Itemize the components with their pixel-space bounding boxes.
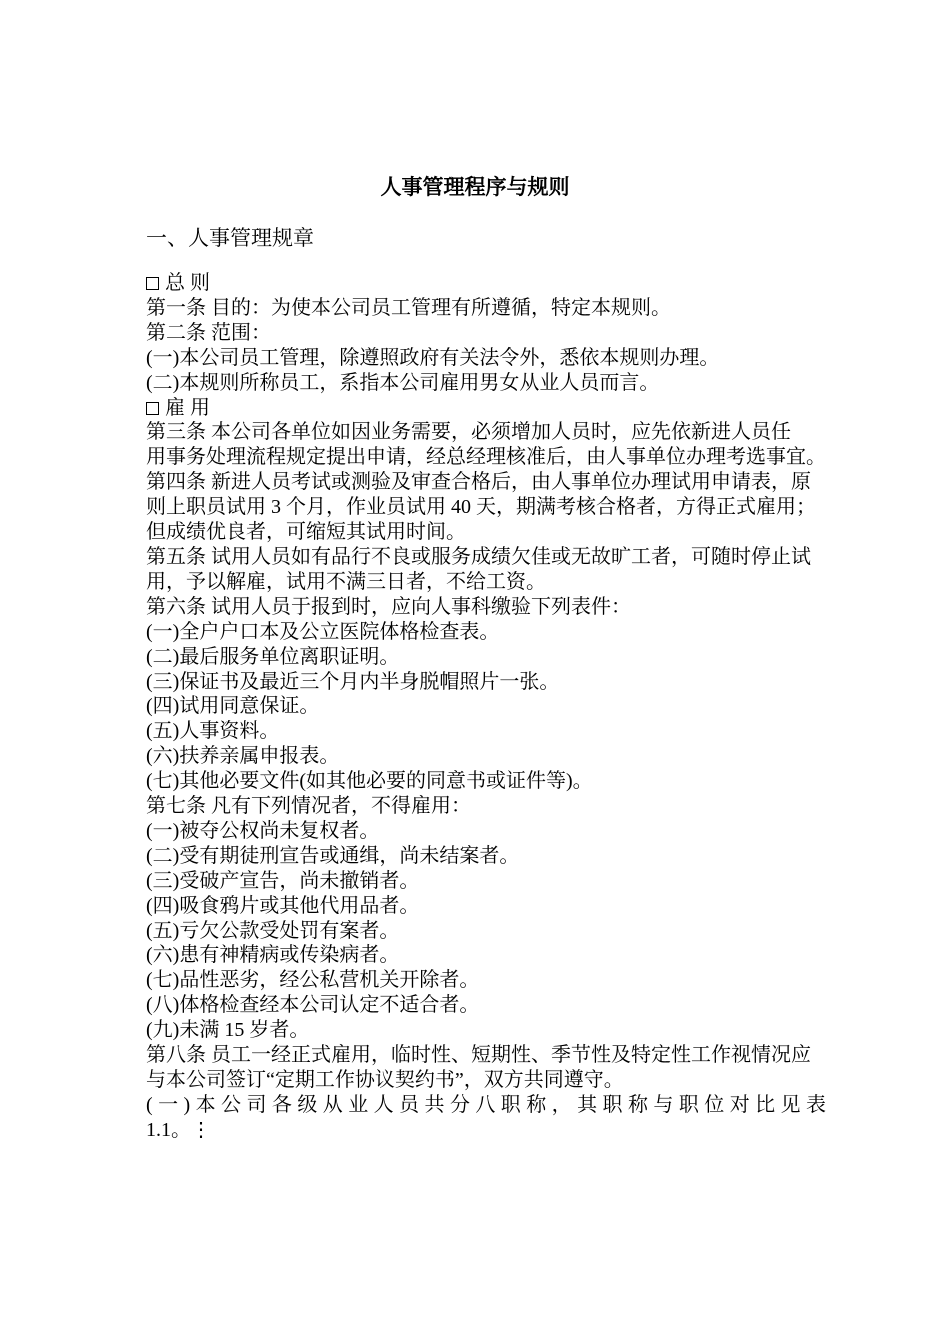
paragraph-line (146, 371, 826, 396)
paragraph-line (146, 919, 826, 944)
paragraph-line (146, 445, 826, 470)
subsection-heading (146, 271, 826, 296)
line-text: 第六条 试用人员于报到时，应向人事科缴验下列表件： (146, 595, 631, 618)
line-text: 1.1。⋮ (146, 1118, 211, 1141)
paragraph-line (146, 694, 826, 719)
subsection-heading (146, 396, 826, 421)
line-text: 第二条 范围： (146, 321, 271, 344)
paragraph-line (146, 894, 826, 919)
paragraph-line (146, 620, 826, 645)
paragraph-line (146, 296, 826, 321)
line-text: (七)其他必要文件(如其他必要的同意书或证件等)。 (146, 770, 593, 793)
line-text: (四)试用同意保证。 (146, 695, 320, 718)
paragraph-line (146, 1118, 826, 1143)
line-text: 第一条 目的：为使本公司员工管理有所遵循，特定本规则。 (146, 296, 671, 319)
line-text: (一)本公司员工管理，除遵照政府有关法令外，悉依本规则办理。 (146, 346, 720, 369)
paragraph-line (146, 1018, 826, 1043)
paragraph-line (146, 794, 826, 819)
line-text: (三)受破产宣告，尚未撤销者。 (146, 869, 420, 892)
line-text: (五)人事资料。 (146, 720, 280, 743)
paragraph-line (146, 943, 826, 968)
line-text: (二)本规则所称员工，系指本公司雇用男女从业人员而言。 (146, 371, 660, 394)
line-text: (二)受有期徒刑宣告或通缉，尚未结案者。 (146, 844, 520, 867)
paragraph-line (146, 819, 826, 844)
line-text: 第三条 本公司各单位如因业务需要，必须增加人员时，应先依新进人员任 (146, 421, 791, 444)
line-text: (七)品性恶劣，经公私营机关开除者。 (146, 969, 480, 992)
paragraph-line (146, 670, 826, 695)
checkbox-square-icon (146, 402, 159, 415)
paragraph-line (146, 719, 826, 744)
line-text: (八)体格检查经本公司认定不适合者。 (146, 994, 480, 1017)
paragraph-line (146, 470, 826, 545)
paragraph-line (146, 968, 826, 993)
line-text: 第五条 试用人员如有品行不良或服务成绩欠佳或无故旷工者，可随时停止试用，予以解雇，试用不满三日者，不给工资。 (146, 545, 811, 593)
line-text: (一)本公司各级从业人员共分八职称，其职称与职位对比见表 (146, 1093, 826, 1116)
line-text: (九)未满 15 岁者。 (146, 1019, 310, 1042)
checkbox-square-icon (146, 277, 159, 290)
line-text: 用事务处理流程规定提出申请，经总经理核准后，由人事单位办理考选事宜。 (146, 446, 826, 469)
paragraph-line (146, 420, 826, 445)
paragraph-line (146, 346, 826, 371)
paragraph-line (146, 744, 826, 769)
line-text: (四)吸食鸦片或其他代用品者。 (146, 894, 420, 917)
line-text: (一)全户户口本及公立医院体格检查表。 (146, 620, 500, 643)
paragraph-line (146, 844, 826, 869)
section-heading: 一、人事管理规章 (146, 226, 314, 250)
line-text: 第八条 员工一经正式雇用，临时性、短期性、季节性及特定性工作视情况应与本公司签订“定期工作协议契约书”，双方共同遵守。 (146, 1044, 811, 1091)
line-text: 雇 用 (165, 396, 210, 419)
paragraph-line (146, 545, 826, 595)
paragraph-line (146, 769, 826, 794)
line-text: 总 则 (165, 272, 210, 294)
line-text: (一)被夺公权尚未复权者。 (146, 819, 380, 842)
paragraph-line (146, 321, 826, 346)
paragraph-line (146, 645, 826, 670)
line-text: (六)患有神精病或传染病者。 (146, 944, 400, 967)
line-text: 第七条 凡有下列情况者，不得雇用： (146, 795, 471, 818)
line-text: (二)最后服务单位离职证明。 (146, 645, 400, 668)
paragraph-line (146, 595, 826, 620)
line-text: 第四条 新进人员考试或测验及审查合格后，由人事单位办理试用申请表，原则上职员试用 3 个月，作业员试用 40 天，期满考核合格者，方得正式雇用；但成绩优良者，可缩短其试用时间。 (146, 471, 816, 544)
paragraph-line (146, 1043, 826, 1093)
document-body (146, 271, 826, 1143)
line-text: (五)亏欠公款受处罚有案者。 (146, 919, 400, 942)
line-text: (六)扶养亲属申报表。 (146, 745, 340, 768)
document-title: 人事管理程序与规则 (380, 175, 570, 199)
paragraph-line (146, 993, 826, 1018)
paragraph-line (146, 1093, 826, 1118)
paragraph-line (146, 869, 826, 894)
line-text: (三)保证书及最近三个月内半身脱帽照片一张。 (146, 670, 560, 693)
